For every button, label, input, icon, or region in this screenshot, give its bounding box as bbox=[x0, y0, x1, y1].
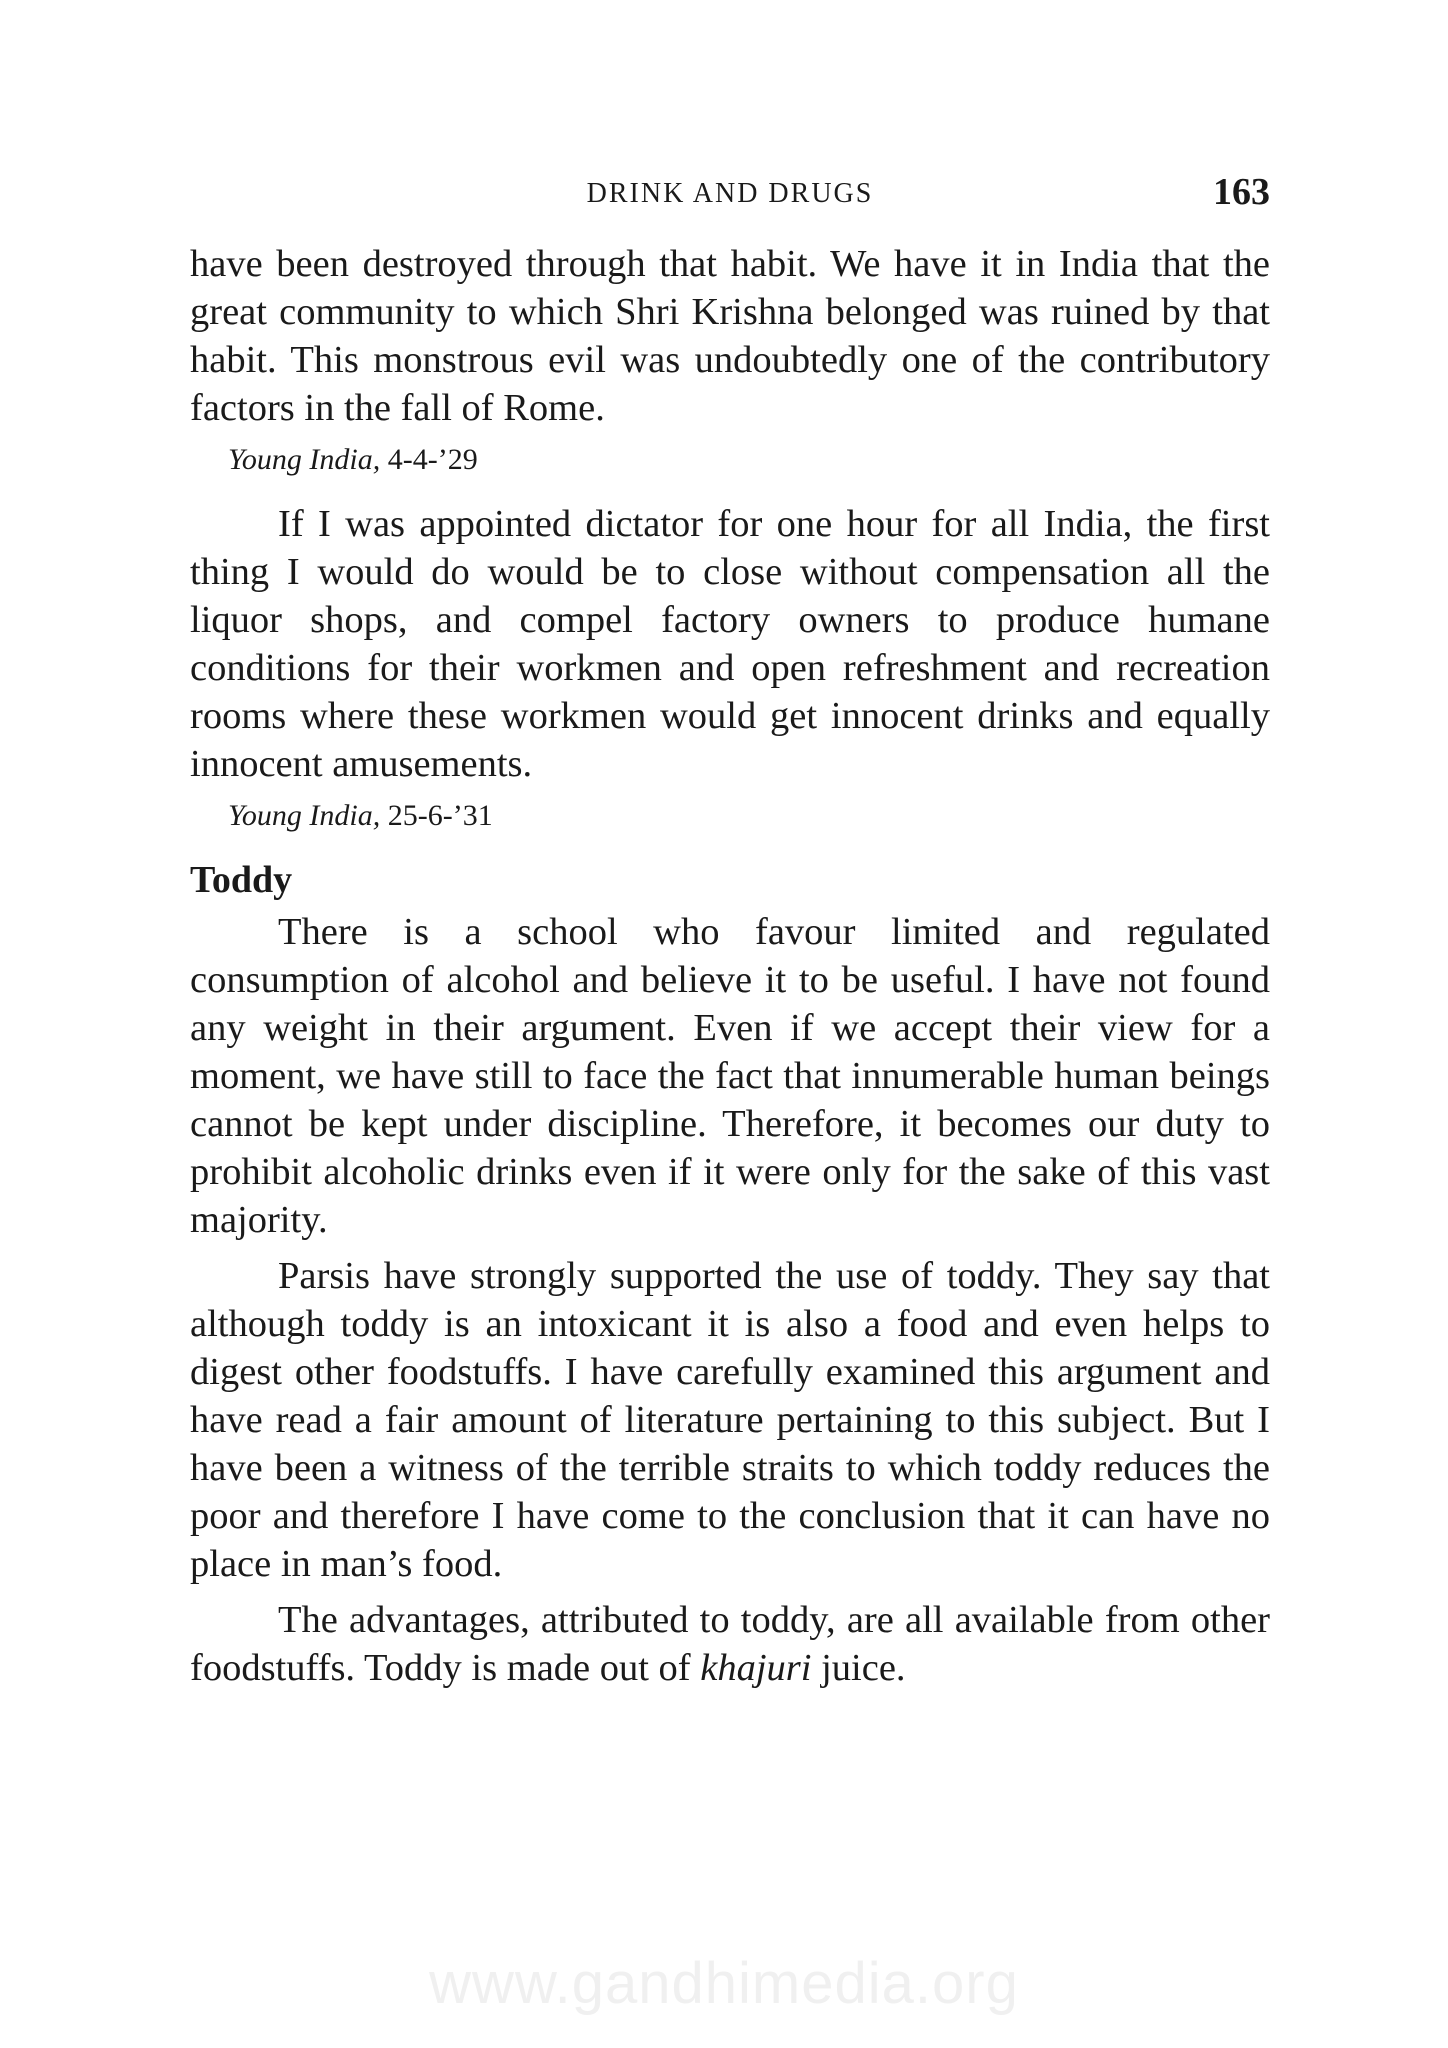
page-content bbox=[190, 240, 1270, 1692]
page-header bbox=[190, 170, 1270, 230]
source-publication: Young India, bbox=[228, 799, 381, 832]
paragraph-4: Parsis have strongly supported the use of toddy. They say that although toddy is an intoxicant it is also a food and even helps to digest other foodstuffs. I have carefully examined this argument and have read a fair amount of literature pertaining to this subject. But I have been a witness of the terrible straits to which toddy reduces the poor and therefore I have come to the conclusion that it can have no place in man’s food. bbox=[190, 1255, 1270, 1585]
paragraph-2: If I was appointed dictator for one hour for all India, the first thing I would do would be to close without compensation all the liquor shops, and compel factory owners to produce humane conditions for their workmen and open refreshment and recreation rooms where these workmen would get innocent drinks and equally innocent amusements. bbox=[190, 503, 1270, 785]
paragraph-5 bbox=[190, 1596, 1270, 1692]
paragraph-1: have been destroyed through that habit. We have it in India that the great community to which Shri Krishna belonged was ruined by that habit. This monstrous evil was undoubtedly one of the contributory factors in the fall of Rome. bbox=[190, 243, 1270, 429]
running-head: DRINK AND DRUGS bbox=[586, 178, 874, 209]
section-heading: Toddy bbox=[190, 859, 293, 901]
watermark: www.gandhimedia.org bbox=[429, 1951, 1019, 2016]
source-citation-1 bbox=[228, 440, 1270, 480]
source-date: 4-4-’29 bbox=[387, 443, 478, 476]
italic-term: khajuri bbox=[700, 1647, 812, 1689]
source-date: 25-6-’31 bbox=[387, 799, 493, 832]
paragraph-5-text: The advantages, attributed to toddy, are all available from other foodstuffs. Toddy is made out of bbox=[190, 1599, 1270, 1689]
source-citation-2 bbox=[228, 796, 1270, 836]
paragraph-5-end: juice. bbox=[811, 1647, 906, 1689]
page-number: 163 bbox=[1213, 171, 1270, 213]
source-publication: Young India, bbox=[228, 443, 381, 476]
paragraph-3: There is a school who favour limited and regulated consumption of alcohol and believe it to be useful. I have not found any weight in their argument. Even if we accept their view for a moment, we have still to face the fact that innumerable human beings cannot be kept under discipline. Therefore, it becomes our duty to prohibit alcoholic drinks even if it were only for the sake of this vast majority. bbox=[190, 911, 1270, 1241]
